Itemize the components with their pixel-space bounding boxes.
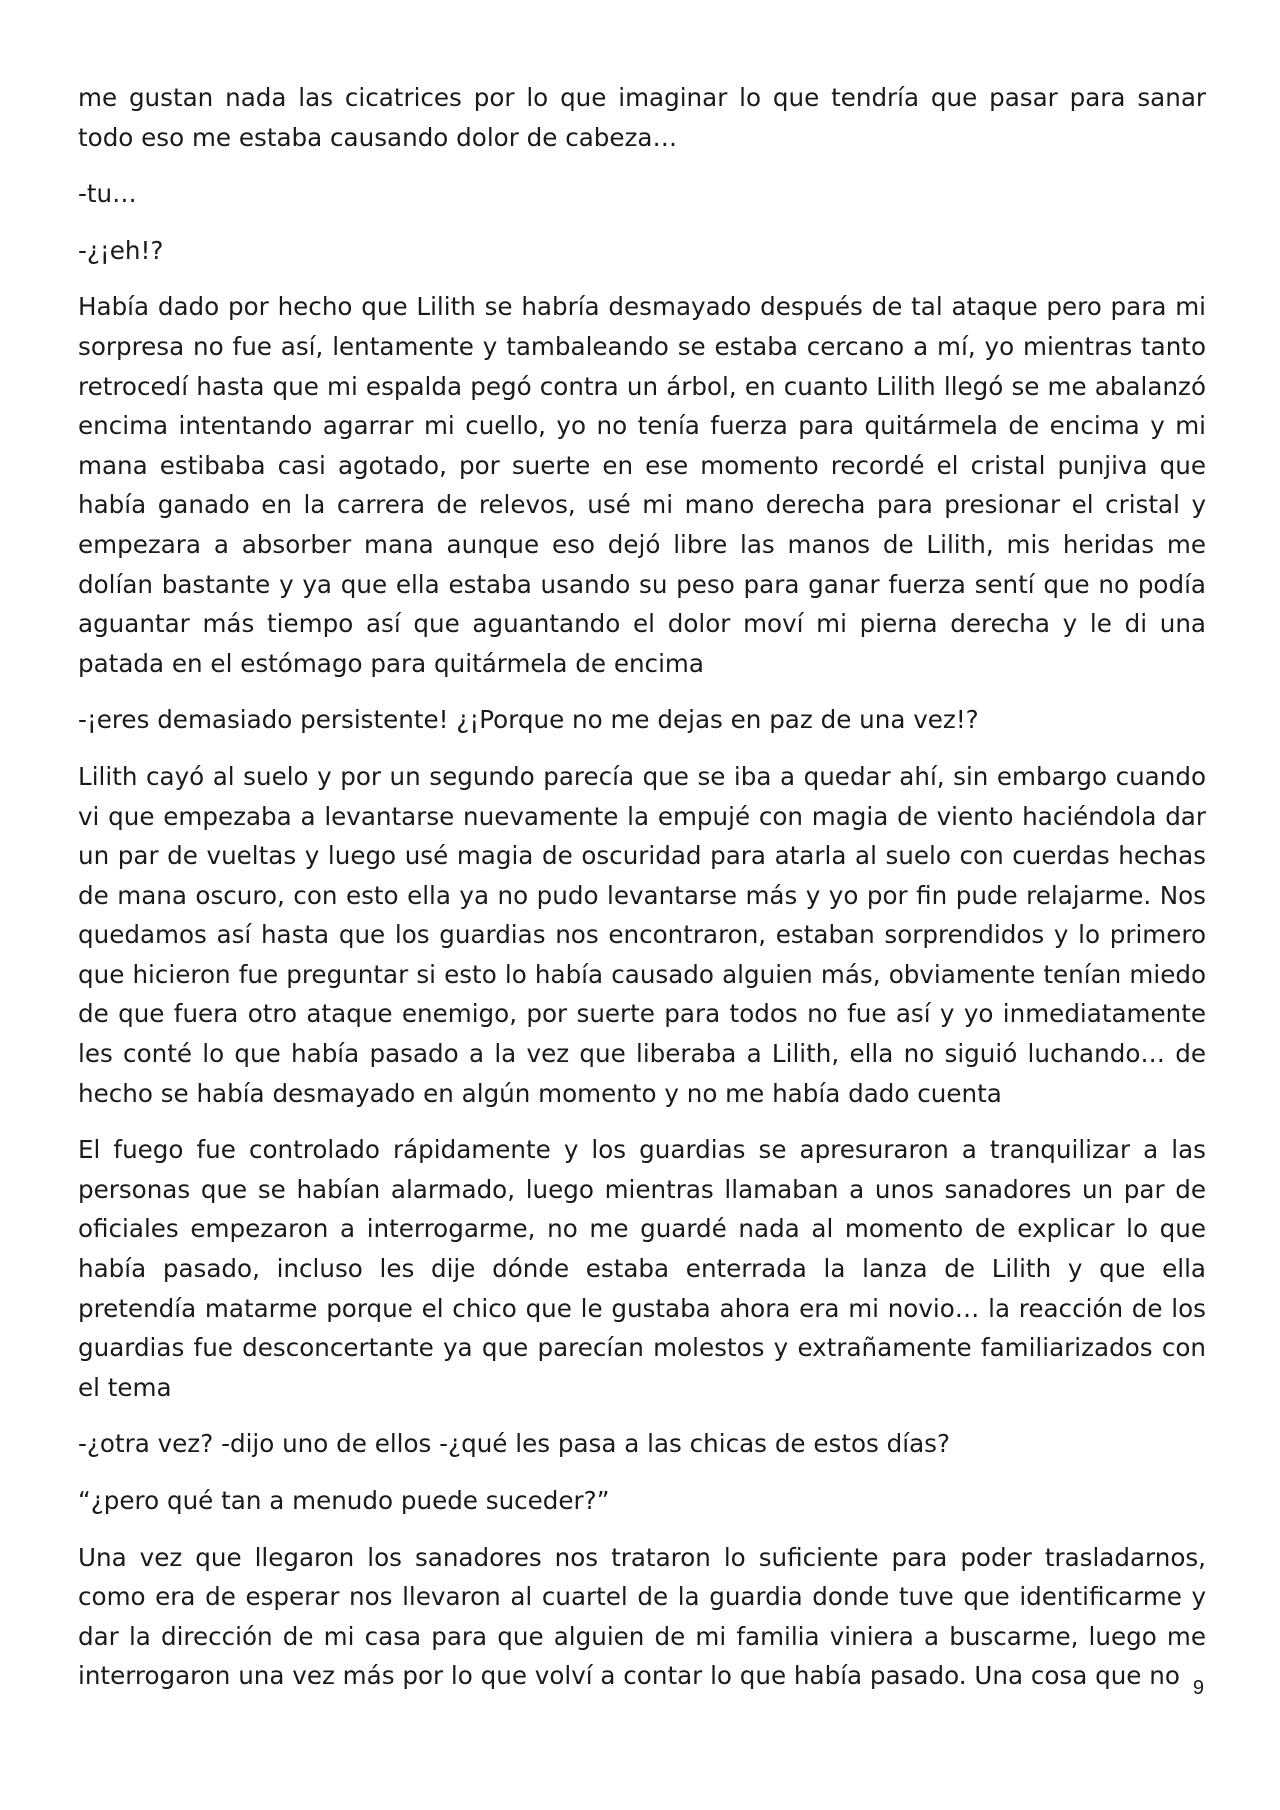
paragraph-lilith-attack: Había dado por hecho que Lilith se habría desmayado después de tal ataque pero para mi sorpresa no fue así, lentamente y tambaleando se estaba cercano a mí, yo mientras tanto retrocedí hasta que mi espalda pegó contra un árbol, en cuanto Lilith llegó se me abalanzó encima intentando agarrar mi cuello, yo no tenía fuerza para quitármela de encima y mi mana estibaba casi agotado, por suerte en ese momento recordé el cristal punjiva que había ganado en la carrera de relevos, usé mi mano derecha para presionar el cristal y empezara a absorber mana aunque eso dejó libre las manos de Lilith, mis heridas me dolían bastante y ya que ella estaba usando su peso para ganar fuerza sentí que no podía aguantar más tiempo así que aguantando el dolor moví mi pierna derecha y le di una patada en el estómago para quitármela de encima — [78, 292, 1206, 678]
dialogue-line-otra-vez: -¿otra vez? -dijo uno de ellos -¿qué les pasa a las chicas de estos días? — [78, 1429, 951, 1459]
page-number: 9 — [1192, 1677, 1204, 1699]
dialogue-line-tu: -tu… — [78, 179, 137, 209]
paragraph-lilith-cayo: Lilith cayó al suelo y por un segundo parecía que se iba a quedar ahí, sin embargo cuando vi que empezaba a levantarse nuevamente la empujé con magia de viento haciéndola dar un par de vueltas y luego usé magia de oscuridad para atarla al suelo con cuerdas hechas de mana oscuro, con esto ella ya no pudo levantarse más y yo por fin pude relajarme. Nos quedamos así hasta que los guardias nos encontraron, estaban sorprendidos y lo primero que hicieron fue preguntar si esto lo había causado alguien más, obviamente tenían miedo de que fuera otro ataque enemigo, por suerte para todos no fue así y yo inmediatamente les conté lo que había pasado a la vez que liberaba a Lilith, ella no siguió luchando… de hecho se había desmayado en algún momento y no me había dado cuenta — [78, 761, 1206, 1108]
paragraph-fuego-controlado: El fuego fue controlado rápidamente y los guardias se apresuraron a tranquilizar a las personas que se habían alarmado, luego mientras llamaban a unos sanadores un par de oficiales empezaron a interrogarme, no me guardé nada al momento de explicar lo que había pasado, incluso les dije dónde estaba enterrada la lanza de Lilith y que ella pretendía matarme porque el chico que le gustaba ahora era mi novio… la reacción de los guardias fue desconcertante ya que parecían molestos y extrañamente familiarizados con el tema — [78, 1135, 1206, 1402]
paragraph-sanadores: Una vez que llegaron los sanadores nos trataron lo suficiente para poder trasladarnos, como era de esperar nos llevaron al cuartel de la guardia donde tuve que identificarme y dar la dirección de mi casa para que alguien de mi familia viniera a buscarme, luego me interrogaron una vez más por lo que volví a contar lo que había pasado. Una cosa que no — [78, 1542, 1206, 1691]
body-text — [78, 78, 1206, 1696]
dialogue-line-persistente: -¡eres demasiado persistente! ¿¡Porque no me dejas en paz de una vez!? — [78, 705, 979, 735]
dialogue-line-eh: -¿¡eh!? — [78, 235, 164, 265]
thought-line: “¿pero qué tan a menudo puede suceder?” — [78, 1486, 610, 1515]
paragraph-1: me gustan nada las cicatrices por lo que imaginar lo que tendría que pasar para sanar todo eso me estaba causando dolor de cabeza… — [78, 83, 1206, 152]
